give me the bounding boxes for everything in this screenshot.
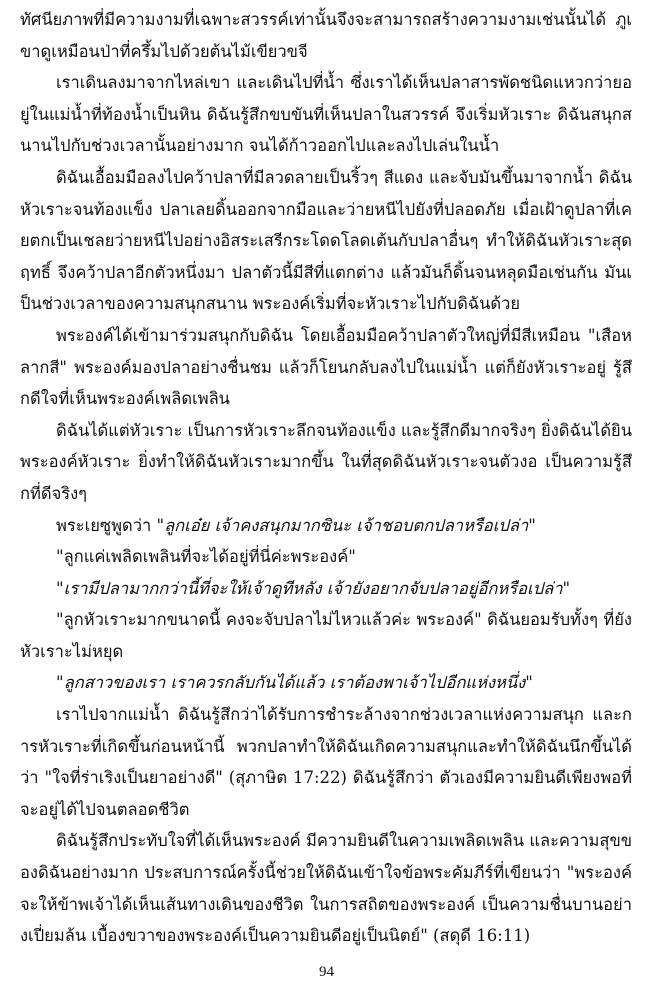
- paragraph-3: ดิฉันเอื้อมมือลงไปคว้าปลาที่มีลวดลายเป็นริ้วๆ สีแดง และจับมันขึ้นมาจากน้ำ ดิฉันหัวเราะจนท้องแข็ง ปลาเลยดิ้นออกจากมือและว่ายหนีไปยังที่ปลอดภัย เมื่อเฝ้าดูปลาที่เคยตกเป็นเชลยว่ายหนีไปอย่างอิสระเสรีกระโดดโลดเต้นกับปลาอื่นๆ ทำให้ดิฉันหัวเราะสุดฤทธิ์ จึงคว้าปลาอีกตัวหนึ่งมา ปลาตัวนี้มีสีที่แตกต่าง แล้วมันก็ดิ้นจนหลุดมือเช่นกัน มันเป็นช่วงเวลาของความสนุกสนาน พระองค์เริ่มที่จะหัวเราะไปกับดิฉันด้วย: [20, 167, 632, 314]
- paragraph-9: "ลูกหัวเราะมากขนาดนี้ คงจะจับปลาไม่ไหวแล้วค่ะ พระองค์" ดิฉันยอมรับทั้งๆ ที่ยังหัวเราะไม่หยุด: [20, 610, 632, 661]
- paragraph-7: "ลูกแค่เพลิดเพลินที่จะได้อยู่ที่นี่ค่ะพระองค์": [56, 547, 356, 567]
- paragraph-11: เราไปจากแม่น้ำ ดิฉันรู้สึกว่าได้รับการชำระล้างจากช่วงเวลาแห่งความสนุก และการหัวเราะที่เกิดขึ้นก่อนหน้านี้ พวกปลาทำให้ดิฉันเกิดความสนุกและทำให้ดิฉันนึกขึ้นได้ว่า "ใจที่ร่าเริงเป็นยาอย่างดี" (สุภาษิต 17:22) ดิฉันรู้สึกว่า ตัวเองมีความยินดีเพียงพอที่จะอยู่ได้ไปจนตลอดชีวิต: [20, 705, 632, 819]
- paragraph-6: [20, 510, 632, 542]
- document-page: [20, 4, 632, 952]
- dialogue-quote: "ลูกเอ๋ย เจ้าคงสนุกมากซินะ เจ้าชอบตกปลาหรือเปล่า": [156, 515, 536, 535]
- paragraph-1: ทัศนียภาพที่มีความงามที่เฉพาะสวรรค์เท่านั้นจึงจะสามารถสร้างความงามเช่นนั้นได้ ภูเขาดูเหมือนป่าที่ครึ้มไปด้วยต้นไม้เขียวขจี: [20, 10, 632, 61]
- paragraph-2: เราเดินลงมาจากไหล่เขา และเดินไปที่น้ำ ซึ่งเราได้เห็นปลาสารพัดชนิดแหวกว่ายอยู่ในแม่น้ำที่ท้องน้ำเป็นหิน ดิฉันรู้สึกขบขันที่เห็นปลาในสวรรค์ จึงเริ่มหัวเราะ ดิฉันสนุกสนานไปกับช่วงเวลานั้นอย่างมาก จนได้ก้าวออกไปและลงไปเล่นในน้ำ: [20, 73, 632, 156]
- speaker-lead: พระเยซูพูดว่า: [56, 515, 157, 535]
- paragraph-5: ดิฉันได้แต่หัวเราะ เป็นการหัวเราะลึกจนท้องแข็ง และรู้สึกดีมากจริงๆ ยิ่งดิฉันได้ยินพระองค์หัวเราะ ยิ่งทำให้ดิฉันหัวเราะมากขึ้น ในที่สุดดิฉันหัวเราะจนตัวงอ เป็นความรู้สึกที่ดีจริงๆ: [20, 420, 632, 503]
- paragraph-10: "ลูกสาวของเรา เราควรกลับกันได้แล้ว เราต้องพาเจ้าไปอีกแห่งหนึ่ง": [56, 673, 533, 693]
- page-number: 94: [319, 964, 334, 980]
- paragraph-12: ดิฉันรู้สึกประทับใจที่ได้เห็นพระองค์ มีความยินดีในความเพลิดเพลิน และความสุขของดิฉันอย่างมาก ประสบการณ์ครั้งนี้ช่วยให้ดิฉันเข้าใจข้อพระคัมภีร์ที่เขียนว่า "พระองค์จะให้ข้าพเจ้าได้เห็นเส้นทางเดินของชีวิต ในการสถิตของพระองค์ เป็นความชื่นบานอย่างเปี่ยมล้น เบื้องขวาของพระองค์เป็นความยินดีอยู่เป็นนิตย์" (สดุดี 16:11): [20, 831, 632, 946]
- paragraph-8: "เรามีปลามากกว่านี้ที่จะให้เจ้าดูทีหลัง เจ้ายังอยากจับปลาอยู่อีกหรือเปล่า": [56, 578, 571, 598]
- paragraph-4: พระองค์ได้เข้ามาร่วมสนุกกับดิฉัน โดยเอื้อมมือคว้าปลาตัวใหญ่ที่มีสีเหมือน "เสือหลากสี" พระองค์มองปลาอย่างชื่นชม แล้วก็โยนกลับลงไปในแม่น้ำ แต่ก็ยังหัวเราะอยู่ รู้สึกดีใจที่เห็นพระองค์เพลิดเพลิน: [20, 325, 632, 409]
